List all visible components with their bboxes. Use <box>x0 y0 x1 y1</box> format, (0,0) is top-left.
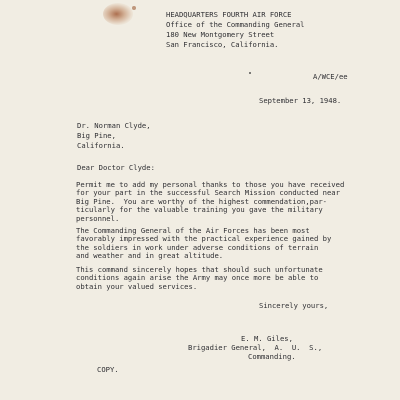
letterhead-line-4: San Francisco, California. <box>166 40 279 49</box>
letterhead-line-2: Office of the Commanding General <box>166 20 305 29</box>
closing: Sincerely yours, <box>259 301 329 310</box>
paragraph-line: obtain your valued services. <box>76 281 198 291</box>
rust-stain <box>103 3 133 25</box>
letterhead-line-3: 180 New Montgomery Street <box>166 30 275 39</box>
body-paragraph-2 <box>76 227 376 261</box>
signer-rank: Brigadier General, A. U. S., <box>188 343 323 352</box>
body-paragraph-3 <box>76 266 376 291</box>
ink-speck <box>249 72 251 74</box>
signer-name: E. M. Giles, <box>241 334 293 343</box>
letter-date: September 13, 1948. <box>259 96 342 105</box>
paragraph-line: Permit me to add my personal thanks to those you have received <box>76 180 345 189</box>
letterhead-line-1: HEADQUARTERS FOURTH AIR FORCE <box>166 10 292 19</box>
signer-title: Commanding. <box>248 352 296 361</box>
paragraph-line: conditions again arise the Army may once more be able to <box>76 273 319 283</box>
copy-mark: COPY. <box>97 365 119 374</box>
salutation: Dear Doctor Clyde: <box>77 163 155 172</box>
reference-code: A/WCE/ee <box>313 72 348 81</box>
paragraph-line: for your part in the successful Search Mission conducted near <box>76 188 340 198</box>
body-paragraph-1 <box>76 181 376 223</box>
paragraph-line: Big Pine. You are worthy of the highest commendation,par- <box>76 196 327 206</box>
paragraph-line: This command sincerely hopes that should such unfortunate <box>76 265 323 274</box>
paragraph-line: The Commanding General of the Air Forces has been most <box>76 226 310 235</box>
paragraph-line: the soldiers in work under adverse conditions of terrain <box>76 242 319 252</box>
paragraph-line: personnel. <box>76 213 120 223</box>
recipient-city: Big Pine, <box>77 131 116 140</box>
paragraph-line: and weather and in great altitude. <box>76 251 224 261</box>
paragraph-line: favorably impressed with the practical experience gained by <box>76 234 332 244</box>
rust-stain-dot <box>132 6 136 10</box>
recipient-state: California. <box>77 141 125 150</box>
paragraph-line: ticularly for the valuable training you gave the military <box>76 205 323 215</box>
recipient-name: Dr. Norman Clyde, <box>77 121 151 130</box>
